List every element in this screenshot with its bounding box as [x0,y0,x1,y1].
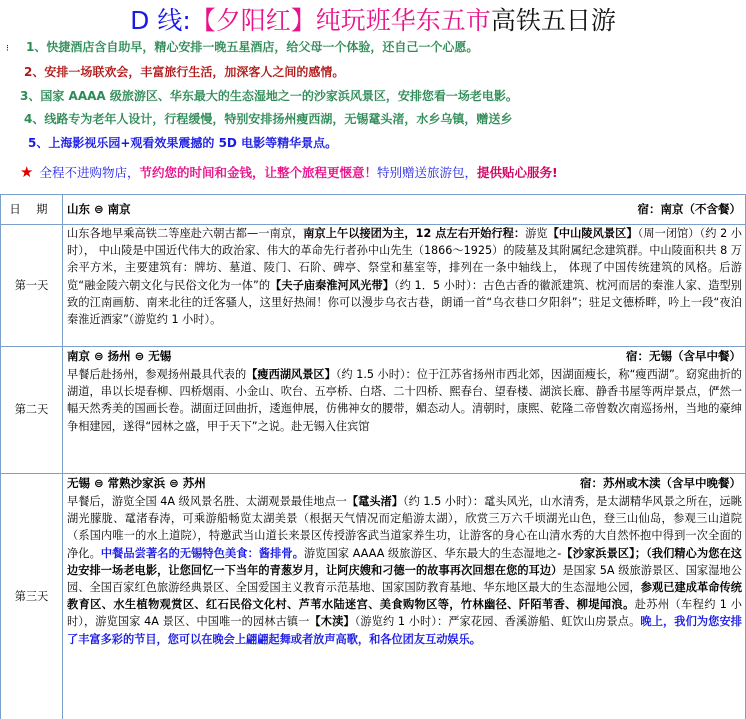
title-tour-type: 纯玩班华东五市 [315,6,491,35]
text-run-bold: 南京上午以接团为主，12 点左右开始行程： [303,227,526,240]
text-run: 游览国家 AAAA 级旅游区、华东最大的生态湿地之- [304,546,562,560]
sight-name: 【中山陵风景区】 [547,227,638,240]
text-run: 赴苏州（车程约 1 小时），游览国家 4A 景区、中国唯一的园林古镇一 [67,598,742,629]
highlight-3: 3、国家 AAAA 级旅游区、华东最大的生态湿地之一的沙家浜风景区，安排您看一场老电影。 [20,89,518,103]
day-label: 第一天 [1,225,63,347]
day-label: 第三天 [1,474,63,719]
title-tour-name: 高铁五日游 [490,6,616,35]
day2-text [63,366,745,435]
sight-name: 【瘦西湖风景区】 [246,368,336,381]
text-run-bold: 参观已建成革命传统教育区、水生植物观赏区、红石民俗文化村、芦苇水陆迷宫、美食购物区等，竹林幽径、阡陌苇香、柳堤闻浪。 [67,581,742,612]
title-theme: 【夕阳红】 [190,6,316,35]
day3-route-text: 无锡 ⊜ 常熟沙家浜 ⊜ 苏州 [67,476,206,490]
text-run: （约 1.5 小时）：鼋头风光，山水清秀，是太湖精华风景之所在，远眺湖光朦胧、鼋渚春涛，可乘游船畅览太湖美景（根据天气情况而定船游太湖），欣赏三万六千顷湖光山色，登三山仙岛，参观三山道院（系国内唯一的水上道院），特邀武当山道长来景区传授游客武当道家养生功，让游客的身心在山清水秀的大自然怀抱中得到一次全面的净化。 [67,495,742,560]
sight-name: 【木渎】 [309,615,355,629]
bullet-marker: ⁝ [6,44,9,54]
text-run: 山东各地早乘高铁二等座赴六朝古都—一南京， [67,227,304,240]
promo-line [20,162,558,183]
highlight-5: 5、上海影视乐园+观看效果震撼的 5D 电影等精华景点。 [28,136,338,150]
evening-note: 晚上，我们为您安排了丰富多彩的节目，您可以在晚会上翩翩起舞或者放声高歌，和各位团友互动娱乐。 [67,615,742,646]
promo-save-time: 节约您的时间和金钱，让整个旅程更惬意！ [139,165,377,180]
text-run: 游览 [525,227,548,240]
day1-stay: 宿：南京（不含餐） [637,202,741,216]
day1-route-text: 山东 ⊜ 南京 [67,202,131,216]
day2-route [63,347,745,366]
day1-text [63,225,745,328]
day-label: 第二天 [1,347,63,474]
highlight-1: 1、快捷酒店含自助早，精心安排一晚五星酒店，给父母一个体验，还自己一个心愿。 [26,40,479,54]
day3-text [63,493,745,648]
day3-stay: 宿：苏州或木渎（含早中晚餐） [580,476,741,490]
highlight-2: 2、安排一场联欢会，丰富旅行生活，加深客人之间的感情。 [24,65,345,79]
sight-name: 【沙家浜景区】 [561,546,635,560]
day2-detail [63,347,746,474]
text-run: 早餐后，游览全国 4A 级风景名胜、太湖观景最佳地点一 [67,495,347,508]
day1-route [63,200,745,219]
sight-name: 【夫子庙秦淮河风光带】 [270,278,394,292]
highlight-4: 4、线路专为老年人设计，行程缓慢，特别安排扬州瘦西湖，无锡鼋头渚，水乡乌镇，赠送乡 [24,112,513,126]
text-run: 早餐后赴扬州，参观扬州最具代表的 [67,368,247,381]
promo-no-shopping: 全程不进购物店， [39,165,140,180]
star-icon: ★ [20,163,34,181]
movie-note: ；（我们精心为您在这边安排一场老电影，让您回忆一下当年的青葱岁月，让阿庆嫂和刁德一的故事再次回想在您的耳边） [67,546,742,577]
lunch-note: 中餐品尝著名的无锡特色美食：酱排骨。 [100,546,304,560]
text-run: （约 1．5 小时）：古色古香的徽派建筑、枕河而居的秦淮人家、造型别致的江南画舫、南来北往的迁客骚人，这里好热闹！你可以漫步乌衣古巷，朗诵一首“乌衣巷口夕阳斜”；驻足文德桥畔，吟上一段“夜泊秦淮近酒家”（游览约 1 小时）。 [67,278,742,327]
table-header-row [1,195,746,225]
table-row [1,225,746,347]
promo-service: 提供贴心服务! [477,165,558,180]
text-run: （约 1.5 小时）：位于江苏省扬州市西北郊，因湖面瘦长，称“瘦西湖”。窈窕曲折的湖道，串以长堤春柳、四桥烟雨、小金山、吹台、五亭桥、白塔、二十四桥、熙春台、望春楼、湖滨长廊、静香书屋等两岸景点，俨然一幅天然秀美的国画长卷。湖面迂回曲折，逶迤伸展，仿佛神女的腰带，媚态动人。清朝时，康熙、乾隆二帝曾数次南巡扬州，当地的豪绅争相建园，遂得“园林之盛，甲于天下”之说。赴无锡入住宾馆 [67,368,742,433]
day2-stay: 宿：无锡（含早中餐） [626,349,741,363]
itinerary-table [0,194,746,719]
text-run: 是国家 5A 级旅游景区、国家湿地公园、全国百家红色旅游经典景区、全国爱国主义教育示范基地、国家国防教育基地、华东地区最大的生态湿地公园， [67,563,742,595]
day2-route-text: 南京 ⊜ 扬州 ⊜ 无锡 [67,349,172,363]
text-run: （周一闭馆）（约 2 小时）， 中山陵是中国近代伟大的政治家、伟大的革命先行者孙中山先生（1866～1925）的陵墓及其附属纪念建筑群。中山陵面积共 8 万余平方米，主要建筑有：牌坊、墓道、陵门、石阶、碑亭、祭堂和墓室等，排列在一条中轴线上， 体现了中国传统建筑的风格。后游览“融金陵六朝文化与民俗文化为一体”的 [67,227,742,292]
table-row [1,347,746,474]
day1-detail [63,225,746,347]
day3-detail [63,474,746,719]
day3-route [63,474,745,493]
promo-gift: 特别赠送旅游包， [376,165,477,180]
text-run: （游览约 1 小时）：严家花园、香溪游船、虹饮山房景点。 [354,615,641,629]
day1-route-cell [63,195,746,225]
header-day-label: 日 期 [1,195,63,225]
table-row [1,474,746,719]
title-line-code: D 线: [130,6,191,35]
page-title [0,4,746,38]
sight-name: 【鼋头渚】 [346,495,403,508]
